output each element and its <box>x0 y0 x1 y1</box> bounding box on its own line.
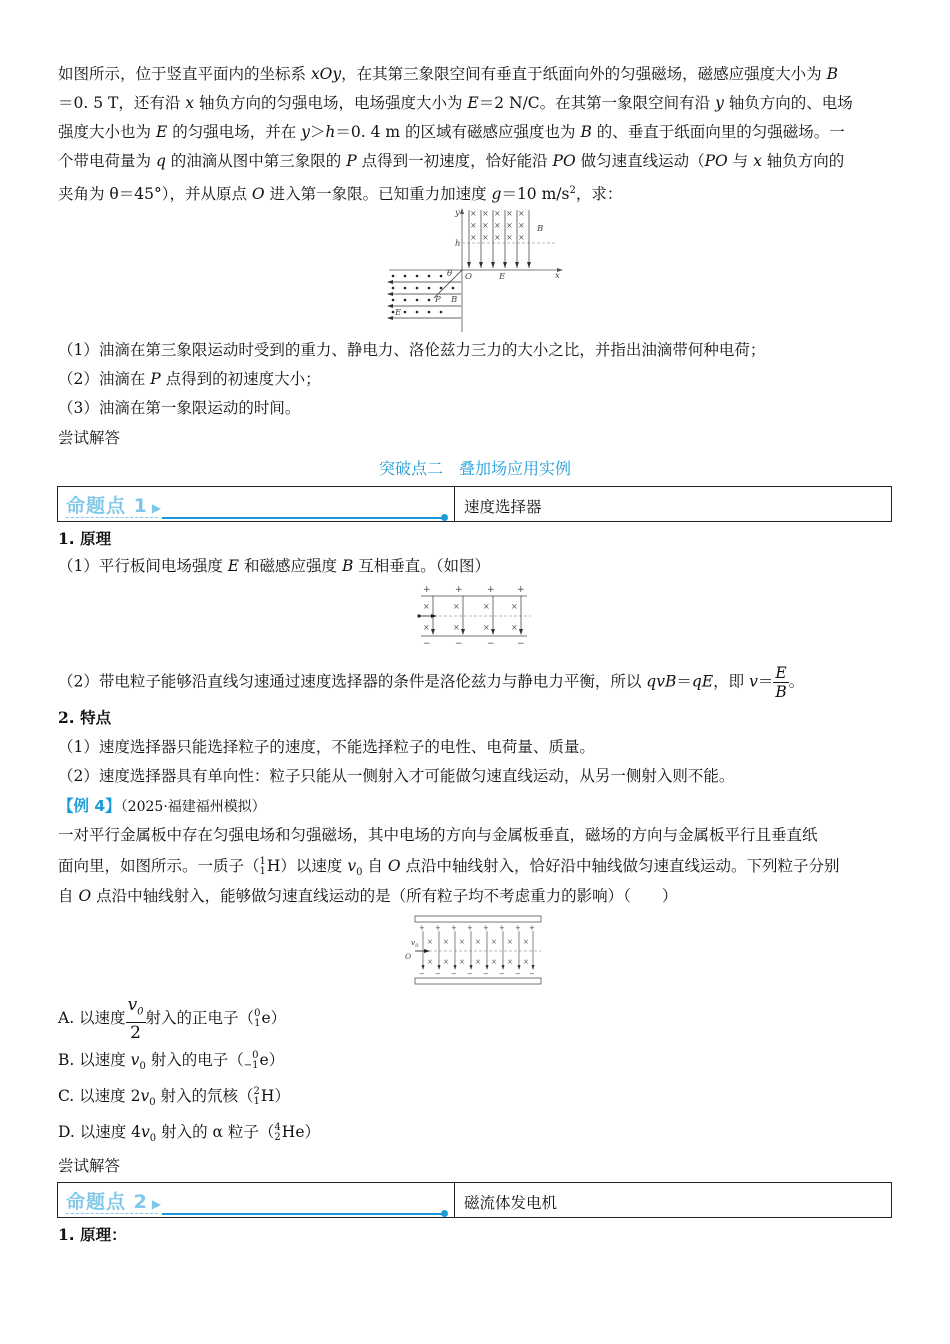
electron-notation: 0 −1 <box>243 1050 259 1071</box>
svg-text:×: × <box>470 221 477 230</box>
svg-text:×: × <box>482 209 489 218</box>
question-1: （1）油滴在第三象限运动时受到的重力、静电力、洛伦兹力三力的大小之比，并指出油滴带何种电荷； <box>58 341 766 359</box>
svg-text:+: + <box>451 924 457 932</box>
option-D[interactable]: D. 以速度 $4v_0$ 射入的 α 粒子（ 4 2 He） <box>58 1122 321 1145</box>
label-y: y <box>455 208 460 218</box>
svg-text:×: × <box>523 938 529 946</box>
label-B-lower: B <box>451 295 458 305</box>
proposition-tag-1: 命题点 1 ▶ <box>66 495 163 517</box>
velocity-selector-figure <box>413 584 533 648</box>
positron-notation: 0 1 <box>254 1008 261 1030</box>
principle-item-2: （2）带电粒子能够沿直线匀速通过速度选择器的条件是洛伦兹力与静电力平衡，所以 qvB＝qE，即 v＝ $\frac{E}{B}$ 。 <box>58 664 805 701</box>
parallel-plates-figure <box>403 914 545 988</box>
principle-item-1: （1）平行板间电场强度 E 和磁感应强度 B 互相垂直。（如图） <box>58 557 491 575</box>
svg-text:×: × <box>494 221 501 230</box>
svg-text:×: × <box>475 938 481 946</box>
svg-text:−: − <box>517 639 525 648</box>
svg-text:+: + <box>467 924 473 932</box>
svg-text:×: × <box>506 233 513 242</box>
question-3: （3）油滴在第一象限运动的时间。 <box>58 399 301 417</box>
features-item-2: （2）速度选择器具有单向性：粒子只能从一侧射入才可能做匀速直线运动，从另一侧射入则不能。 <box>58 767 735 785</box>
problem-line-1: 如图所示，位于竖直平面内的坐标系 xOy，在其第三象限空间有垂直于纸面向外的匀强磁场，磁感应强度大小为 B <box>58 65 838 83</box>
svg-text:−: − <box>451 970 457 978</box>
svg-text:×: × <box>507 938 513 946</box>
svg-text:×: × <box>482 233 489 242</box>
example-4-line-2: 面向里，如图所示。一质子（ 1 1 H）以速度 $v_0$ 自 O 点沿中轴线射入，恰好沿中轴线做匀速直线运动。下列粒子分别 <box>58 856 840 879</box>
principle-2-heading: 1. 原理： <box>58 1225 127 1244</box>
svg-text:×: × <box>453 623 460 632</box>
svg-text:+: + <box>419 924 425 932</box>
svg-text:×: × <box>423 623 430 632</box>
svg-text:−: − <box>483 970 489 978</box>
proposition-box-1 <box>57 486 892 522</box>
svg-text:×: × <box>518 209 525 218</box>
proposition-box-2 <box>57 1182 892 1218</box>
option-A[interactable]: A. 以速度 $\frac{v_0}{2}$ 射入的正电子（ 0 1 e） <box>58 995 287 1044</box>
svg-text:−: − <box>467 970 473 978</box>
svg-text:+: + <box>455 585 463 595</box>
svg-text:−: − <box>435 970 441 978</box>
svg-text:×: × <box>483 602 490 611</box>
alpha-notation: 4 2 <box>274 1122 281 1143</box>
option-C[interactable]: C. 以速度 $2v_0$ 射入的氘核（ 2 1 H） <box>58 1086 290 1109</box>
svg-text:×: × <box>506 221 513 230</box>
svg-text:×: × <box>518 221 525 230</box>
svg-text:×: × <box>423 602 430 611</box>
svg-text:×: × <box>491 938 497 946</box>
fraction-E-over-B: $\frac{E}{B}$ <box>775 664 787 701</box>
try-answer-1: 尝试解答 <box>58 429 121 447</box>
svg-text:×: × <box>511 602 518 611</box>
fraction-v0-over-2: $\frac{v_0}{2}$ <box>127 995 144 1044</box>
svg-text:×: × <box>523 958 529 966</box>
svg-text:−: − <box>487 639 495 648</box>
example-4-header: 【例 4】（2025·福建福州模拟） <box>58 797 266 815</box>
problem-line-4: 个带电荷量为 q 的油滴从图中第三象限的 P 点得到一初速度，恰好能沿 PO 做匀速直线运动（PO 与 x 轴负方向的 <box>58 152 845 170</box>
principle-heading: 1. 原理 <box>58 529 112 548</box>
label-h: h <box>455 239 461 249</box>
svg-text:+: + <box>483 924 489 932</box>
question-2: （2）油滴在 P 点得到的初速度大小； <box>58 370 321 388</box>
label-E-upper: E <box>499 272 506 282</box>
svg-text:×: × <box>443 938 449 946</box>
svg-text:−: − <box>455 639 463 648</box>
problem-line-3: 强度大小也为 E 的匀强电场，并在 y＞h＝0. 4 m 的区域有磁感应强度也为 B 的、垂直于纸面向里的匀强磁场。一 <box>58 123 845 141</box>
option-B[interactable]: B. 以速度 $v_0$ 射入的电子（ 0 −1 e） <box>58 1050 285 1073</box>
svg-text:+: + <box>487 585 495 595</box>
triangle-right-icon: ▶ <box>151 501 163 515</box>
svg-text:+: + <box>423 585 431 595</box>
try-answer-2: 尝试解答 <box>58 1157 121 1175</box>
coordinate-field-figure <box>385 206 565 334</box>
svg-text:−: − <box>499 970 505 978</box>
features-heading: 2. 特点 <box>58 708 112 727</box>
svg-text:×: × <box>470 209 477 218</box>
svg-text:+: + <box>515 924 521 932</box>
svg-text:×: × <box>506 209 513 218</box>
deuteron-notation: 2 1 <box>253 1086 260 1107</box>
svg-text:×: × <box>494 209 501 218</box>
example-4-line-1: 一对平行金属板中存在匀强电场和匀强磁场，其中电场的方向与金属板垂直，磁场的方向与金属板平行且垂直纸 <box>58 826 818 844</box>
label-theta: θ <box>447 269 453 279</box>
svg-text:×: × <box>470 233 477 242</box>
proton-notation: 1 1 <box>259 856 266 877</box>
label-x: x <box>555 271 560 281</box>
svg-text:−: − <box>423 639 431 648</box>
svg-text:−: − <box>419 970 425 978</box>
svg-text:×: × <box>459 958 465 966</box>
svg-text:×: × <box>507 958 513 966</box>
svg-text:−: − <box>529 970 535 978</box>
label-O: O <box>405 952 412 961</box>
svg-text:×: × <box>475 958 481 966</box>
svg-text:×: × <box>518 233 525 242</box>
svg-text:×: × <box>427 938 433 946</box>
label-origin: O <box>465 272 472 282</box>
proposition-title-1: 速度选择器 <box>464 498 542 516</box>
svg-text:×: × <box>494 233 501 242</box>
label-B-upper: B <box>537 224 544 234</box>
svg-text:×: × <box>491 958 497 966</box>
example-4-line-3: 自 O 点沿中轴线射入，能够做匀速直线运动的是（所有粒子均不考虑重力的影响）（ ） <box>58 887 678 905</box>
svg-text:−: − <box>515 970 521 978</box>
svg-text:×: × <box>453 602 460 611</box>
problem-line-2: ＝0. 5 T，还有沿 x 轴负方向的匀强电场，电场强度大小为 E＝2 N/C。在其第一象限空间有沿 y 轴负方向的、电场 <box>58 94 853 112</box>
svg-text:×: × <box>443 958 449 966</box>
proposition-tag-2: 命题点 2 ▶ <box>66 1191 163 1213</box>
svg-text:+: + <box>529 924 535 932</box>
label-P: P <box>435 295 441 305</box>
svg-text:×: × <box>511 623 518 632</box>
label-E-lower: E <box>395 308 402 318</box>
label-v0: $v_0$ <box>411 938 419 949</box>
svg-text:+: + <box>435 924 441 932</box>
proposition-title-2: 磁流体发电机 <box>464 1194 558 1212</box>
svg-text:×: × <box>483 623 490 632</box>
svg-text:+: + <box>499 924 505 932</box>
features-item-1: （1）速度选择器只能选择粒子的速度，不能选择粒子的电性、电荷量、质量。 <box>58 738 595 756</box>
svg-text:×: × <box>427 958 433 966</box>
svg-text:×: × <box>459 938 465 946</box>
triangle-right-icon: ▶ <box>151 1197 163 1211</box>
svg-text:+: + <box>517 585 525 595</box>
svg-text:×: × <box>482 221 489 230</box>
problem-line-5: 夹角为 θ＝45°），并从原点 O 进入第一象限。已知重力加速度 g＝10 $m/s^2$，求： <box>58 185 623 204</box>
section-title: 突破点二 叠加场应用实例 <box>378 459 571 478</box>
